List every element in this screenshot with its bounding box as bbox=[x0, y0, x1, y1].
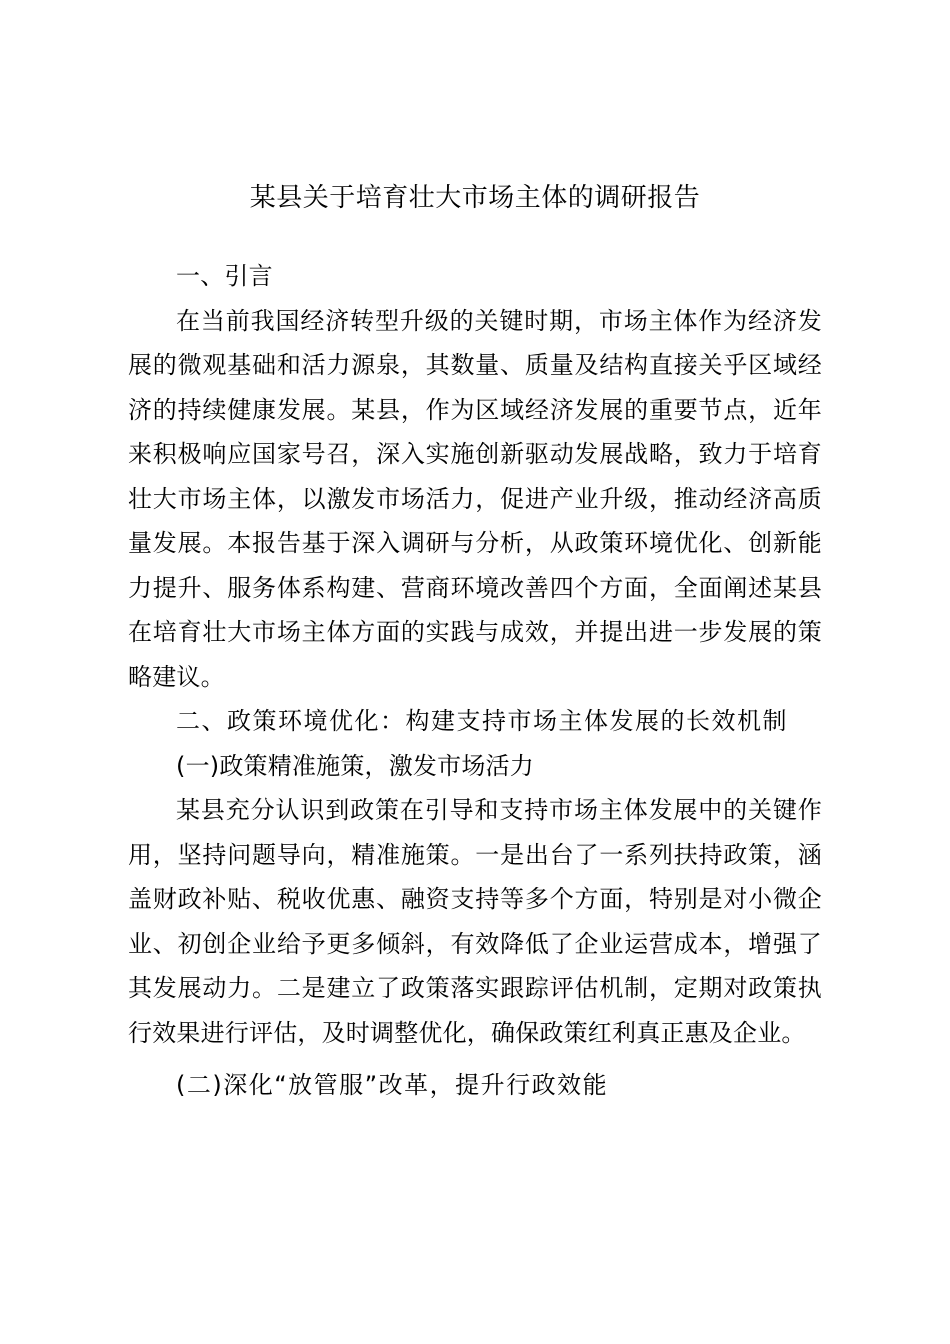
introduction-paragraph: 在当前我国经济转型升级的关键时期，市场主体作为经济发展的微观基础和活力源泉，其数量、质量及结构直接关乎区域经济的持续健康发展。某县，作为区域经济发展的重要节点，近年来积极响应国家号召，深入实施创新驱动发展战略，致力于培育壮大市场主体，以激发市场活力，促进产业升级，推动经济高质量发展。本报告基于深入调研与分析，从政策环境优化、创新能力提升、服务体系构建、营商环境改善四个方面，全面阐述某县在培育壮大市场主体方面的实践与成效，并提出进一步发展的策略建议。 bbox=[128, 306, 822, 691]
document-title: 某县关于培育壮大市场主体的调研报告 bbox=[249, 183, 701, 213]
section-heading-introduction: 一、引言 bbox=[176, 262, 273, 290]
subsection-heading-precise-policy: (一)政策精准施策，激发市场活力 bbox=[176, 751, 534, 780]
precise-policy-paragraph: 某县充分认识到政策在引导和支持市场主体发展中的关键作用，坚持问题导向，精准施策。一是出台了一系列扶持政策，涵盖财政补贴、税收优惠、融资支持等多个方面，特别是对小微企业、初创企业给予更多倾斜，有效降低了企业运营成本，增强了其发展动力。二是建立了政策落实跟踪评估机制，定期对政策执行效果进行评估，及时调整优化，确保政策红利真正惠及企业。 bbox=[128, 796, 822, 1047]
subsection-heading-reform: (二)深化“放管服”改革，提升行政效能 bbox=[176, 1071, 609, 1099]
section-heading-policy-environment: 二、政策环境优化：构建支持市场主体发展的长效机制 bbox=[176, 707, 788, 735]
paragraph-spacer bbox=[128, 1055, 822, 1063]
